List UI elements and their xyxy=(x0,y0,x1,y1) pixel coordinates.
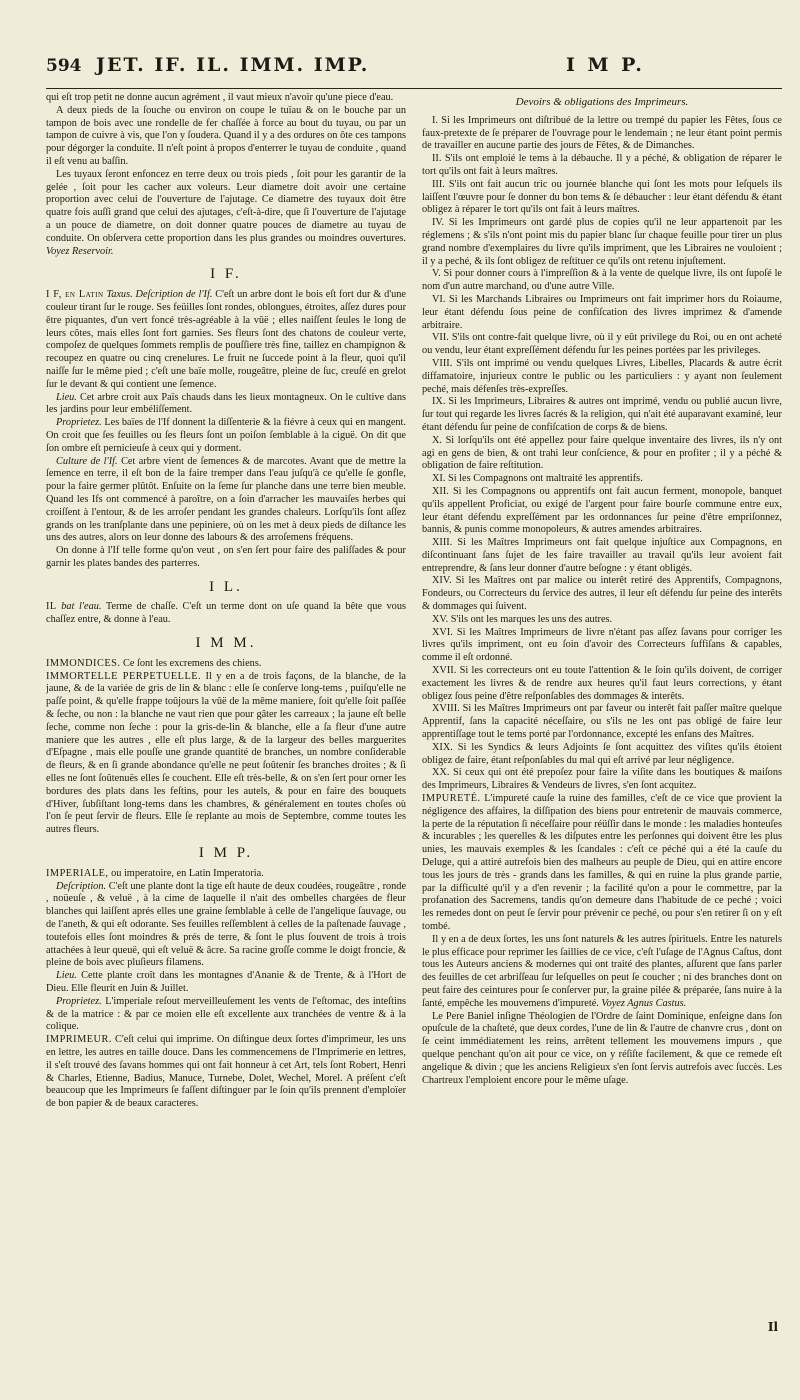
article: XII. Si les Compagnons ou apprentifs ont fait aucun ferment, monopole, banquet qu'ils appellent Proficiat, ou exigé de l'argent pour faire bourſe commune entre eux, leur étant défendu expreſſément par les ordonnances ſur peine d'être empriſonnez, bannis, & punis comme monopoleurs, & autres amendes arbitraires. xyxy=(422,485,782,536)
entry-text: Cet arbre croit aux Païs chauds dans les lieux montagneux. On le cultive dans les jardins pour leur embéliſſement. xyxy=(46,391,406,416)
entry-text: Ce ſont les excremens des chiens. xyxy=(123,657,262,669)
subhead-label: Deſcription de l'If. xyxy=(135,289,213,301)
entry-text: Cette plante croît dans les montagnes d'Ananie & de Trente, & à l'Hort de Dieu. Elle fleurit en Juin & Juillet. xyxy=(46,970,406,994)
entry-text: C'eſt une plante dont la tige eſt haute de deux coudées, rougeâtre , ronde , noüeuſe , & veluë , à la cime de laquelle il n'ait des ombelles chargées de fleur blanches qui laiſſent aprés elles une graine ſemblable à celle de l'angelique ſauvage, ou de l'aneth, & qui eſt odorante. Ses feuilles reſſemblent à celles de la paſtenade ſauvage , toutefois elles ſont moindres & prés de terre, & ſont le plus ſouvent de trois à trois attachées à leur queuë, qui eſt veluë & âcre. Sa racine groſſe comme le doigt froncie, & pleine de bois avec pluſieurs filamens. xyxy=(46,880,406,969)
paragraph xyxy=(422,934,782,1011)
article: VI. Si les Marchands Libraires ou Imprimeurs ont fait imprimer hors du Roiaume, leur étant défendu ſous peine de confiſcation des livres imprimez & d'amende arbitraire. xyxy=(422,293,782,331)
catchword: Il xyxy=(767,1320,778,1334)
subhead-label: Proprietez. xyxy=(56,995,102,1007)
headword: IMPERIALE, xyxy=(46,867,109,879)
page-header xyxy=(46,52,782,82)
article: XVI. Si les Maîtres Imprimeurs de livre n'étant pas aſſez ſavans pour corriger les livres qu'ils impriment, ont eu ſoin d'avoir des Correcteurs ſuffiſans & capables, comme il eſt ordonné. xyxy=(422,626,782,664)
headword: IL xyxy=(46,601,57,613)
entry-text: C'eſt celui qui imprime. On diſtingue deux ſortes d'imprimeur, les uns en lettre, les autres en taille douce. Dans les commencemens de l'Imprimerie en lettres, il s'eſt trouvé des ſavans hommes qui ont fait honneur à cet Art, tels ſont Robert, Henri & Charles, Etienne, Badius, Manuce, Turnebe, Dolet, Wechel, Morel. A préſent c'eſt beaucoup que les Imprimeurs ſe faſſent diſtinguer par le ſoin qu'ils prennent d'emploïer de bon papier & de beaux caracteres. xyxy=(46,1034,406,1110)
running-head-right: I M P. xyxy=(566,54,645,76)
entry-text: Cet arbre vient de ſemences & de marcotes. Avant que de mettre la ſemence en terre, il eſt bon de la faire tremper dans l'eau juſqu'à ce qu'elle ſe gonfle, pour la faire germer plûtôt. Enſuite on la ſeme ſur planche dans une terre bien meuble. Quand les Ifs ont commencé à paroître, on a ſoin d'arracher les mauvaiſes herbes qui croiſſent à l'entour, & de les arroſer pendant les grandes chaleurs. Lorſqu'ils ſont aſſez grands on les tranſplante dans une pepiniere, où on les met à deux pieds de diſtance les uns des autres, alors on leur donne des labours & des arroſemens fréquens. xyxy=(46,455,406,544)
two-column-body xyxy=(46,92,782,1111)
paragraph: On donne à l'If telle forme qu'on veut , on s'en ſert pour faire des paliſſades & pour garnir les plates bandes des parterres. xyxy=(46,545,406,569)
paragraph xyxy=(46,417,406,455)
section-title: Devoirs & obligations des Imprimeurs. xyxy=(515,96,689,108)
paragraph: A deux pieds de la ſouche ou environ on coupe le tuïau & on le bouche par un tampon de bois avec une rondelle de fer chaſſée à force au bout du tuyau, ou par un tampon de cuivre à vis, que l'on y ſoudera. Quand il y a des ordures on ôte ces tampons pour dégorger la conduite. Il n'eſt point à propos d'enterrer le tuyau de conduite , quand il eſt venu au baſſin. xyxy=(46,104,406,167)
section-heading-if: I F. xyxy=(210,266,242,283)
paragraph: qui eſt trop petit ne donne aucun agrément , il vaut mieux n'avoir qu'une piece d'eau. xyxy=(46,92,394,103)
right-column xyxy=(422,92,782,1111)
paragraph-text: Il y en a de deux ſortes, les uns ſont naturels & les autres ſpirituels. Entre les naturels le plus efficace pour reprimer les ſaillies de ce vice, c'eſt l'uſage de l'Agnus Caſtus, dont tous les Auteurs anciens & modernes qui ont traité des plantes, aſſurent que ſans parler des feuilles de cet arbriſſeau ſur leſquelles on peut ſe coucher ; ni des branches dont on peut faire des ceintures pour ſe conſerver pur, la graine pilée & préparée, ſans nuire à la ſanté, empêche les mouvemens d'impureté. xyxy=(422,933,782,1009)
subhead-label: Deſcription. xyxy=(56,880,107,892)
article: X. Si lorſqu'ils ont été appellez pour faire quelque inventaire des livres, ils n'y ont agi en gens de bien, & ont trahi leur conſcience, & pour en profiter ; il y a péché & obligation de faire reſtitution. xyxy=(422,434,782,472)
subhead-label: Culture de l'If. xyxy=(56,455,118,467)
entry-text: C'eſt un arbre dont le bois eſt fort dur & d'une couleur tirant ſur le rouge. Ses feüilles ſont rondes, oblongues, étroites, aſſez dures pour être piquantes, d'un vert foncé très-agréable à la vûë ; elles naiſſent ſeules le long de leurs côtes, mais elles ſont fort garnies. Ses fleurs ſont des chatons de couleur verte, compoſez de quelques ſommets remplis de pouſſiere très fine, taillez en champignon & recoupez en quatre ou cinq crenelures. Le fruit ne ſuccede point à la fleur, quoi qu'il naiſſe ſur le même pied ; c'eſt une baïe molle, rougeâtre, pleine de ſuc, creuſé en grelot ſur le devant & qui contient une ſemence. xyxy=(46,289,406,390)
article: V. Si pour donner cours à l'impreſſion & à la vente de quelque livre, ils ont ſupoſé le nom d'un autre marchand, ou d'une autre Ville. xyxy=(422,268,782,293)
article: VII. S'ils ont contre-fait quelque livre, où il y eût privilege du Roi, ou en ont acheté ou vendu, leur étant expreſſément défendu ſur les peines portées par les privileges. xyxy=(422,332,782,357)
subhead-label: Lieu. xyxy=(56,970,77,982)
paragraph xyxy=(46,169,406,259)
article: VIII. S'ils ont imprimé ou vendu quelques Livres, Libelles, Placards & autre écrit diffamatoire, injurieux contre le public ou les particuliers : y ayant non ſeulement peché, mais défenſes très-expreſſes. xyxy=(422,357,782,395)
headword-phrase: bat l'eau. xyxy=(61,601,102,613)
entry-text: ou imperatoire, en Latin Imperatoria. xyxy=(111,867,264,879)
headword: IMPRIMEUR. xyxy=(46,1034,112,1046)
article: XVIII. Si les Maîtres Imprimeurs ont par faveur ou interêt fait paſſer maître quelque Apprentif, ſans la capacité néceſſaire, ou s'ils ne les ont pas obligé de faire leur apprentiſſage tout le tems porté par l'ordonnance, excepté les enfans des Maîtres. xyxy=(422,703,782,741)
entry-text: Il y en a de trois façons, de la blanche, de la jaune, & de la variée de gris de lin & blanc : elle ſe conſerve long-tems , puiſqu'elle ne paſſe point, & qu'elle frappe toûjours la vûë de la même maniere, ſoit qu'elle ſoit paſſée & ſeche, ou non : la blanche ne vaut rien que pour gâter les carreaux ; la jaune eſt belle ſeche, comme non ſeche : pour la gris-de-lin & blanche, elle a ſa fleur d'une autre maniere que les autres , elle eſt plus large, & de la largeur des belles marguerites d'Eſpagne , mais elle pouſſe une grande quantité de branches, un nombre conſiderable de fleurs, & en ſi grande abondance qu'elle ne peut ſoûtenir ſes branches droites ; & ſi elles ne ſont ſoûtenuës elles ſe couchent. Elle eſt très-belle, & on s'en ſert pour orner les bordures des plats dans les feſtins, pour les autels, & pour en faire des bouquets d'Hiver, ſubſiſtant long-tems dans les chambres, & généralement en toutes choſes où l'on ſe peut ſervir de fleurs. Elle ſe replante au mois de Septembre, comme toutes les autres fleurs. xyxy=(46,670,406,836)
article: IV. Si les Imprimeurs ont gardé plus de copies qu'il ne leur appartenoit par les réglemens ; & s'ils n'ont point mis du papier blanc ſur chaque feuille pour tirer un plus grand nombre d'exemplaires du livre qu'ils impriment, que les Libraires ne vouloient ; il y a peché, & ils ſont obligez de reſtituer ce qu'ils ont retenu injuſtement. xyxy=(422,217,782,267)
article: XVII. Si les correcteurs ont eu toute l'attention & le ſoin qu'ils doivent, de corriger exactement les livres & de rendre aux heures qu'il faut leurs corrections, y étant obligez ſous peine d'être reſponſables des dommages & interêts. xyxy=(422,665,782,702)
header-rule xyxy=(46,88,782,89)
paragraph: Le Pere Baniel inſigne Théologien de l'Ordre de ſaint Dominique, enſeigne dans ſon opuſcule de la chaſteté, que deux cordes, l'une de lin & l'autre de chanvre crus , dont on ſe ceint immédiatement les reins, arrêtent tellement les mouvemens impurs , que quelque penchant qu'on ait pour ce vice, on y réſiſte facilement, & que ce remede eſt angelique & divin ; que les anciens Religieux s'en ſont ſervis autrefois avec ſuccès. Les Chartreux l'emploient encore pour le même uſage. xyxy=(422,1010,782,1086)
article: II. S'ils ont emploié le tems à la débauche. Il y a péché, & obligation de réparer le tort qu'ils ont fait à leurs maîtres. xyxy=(422,153,782,177)
entry-impurete xyxy=(422,793,782,934)
article: XIV. Si les Maîtres ont par malice ou interêt retiré des Apprentifs, Compagnons, Fondeurs, ou Correcteurs du ſervice des autres, il leur eſt défendu ſur peine des interêts & dommages qui ſuivent. xyxy=(422,575,782,613)
section-heading-il: I L. xyxy=(209,578,243,595)
entry-il xyxy=(46,601,406,627)
article: XIX. Si les Syndics & leurs Adjoints ſe ſont acquittez des viſites qu'ils étoient obligez de faire, étant reſponſables du mal qui eſt arrivé par leur négligence. xyxy=(422,741,782,766)
paragraph xyxy=(46,881,406,971)
paragraph-text: Les tuyaux ſeront enfoncez en terre deux ou trois pieds , ſoit pour les garantir de la gelée , ſoit pour les cacher aux voleurs. Leur diametre doit avoir une certaine proportion avec celui de l'ouverture de l'ajutage. Ce diametre des tuyaux doit être quatre fois auſſi grand que celui des ajutages, c'eſt-à-dire, que ſi l'ouverture de l'ajutage a un pouce de diametre, on doit donner quatre pouces de diametre au tuyau de conduite. On obſervera cette proportion dans les plus grandes ou moindres ouvertures. xyxy=(46,168,406,244)
entry-imperiale xyxy=(46,868,406,881)
entry-if xyxy=(46,289,406,391)
section-heading-imp: I M P. xyxy=(198,845,254,862)
article: I. Si les Imprimeurs ont diſtribué de la lettre ou trempé du papier les Fêtes, ſous ce faux-pretexte de ſe préparer de l'ouvrage pour le lendemain ; ne leur étant point permis de travailler en aucune partie des jours de Fêtes, & de Dimanches. xyxy=(422,114,782,152)
headword: IMMONDICES. xyxy=(46,657,121,669)
entry-immortelle xyxy=(46,671,406,837)
article: III. S'ils ont fait aucun tric ou journée blanche qui ſont les mots pour leſquels ils laiſſent l'œuvre pour ſe donner du bon tems & ſe débaucher : leur étant défendu & étant obligez à réparer le tort qu'ils ont fait à leurs maîtres. xyxy=(422,178,782,216)
cross-reference: Voyez Reservoir. xyxy=(46,245,114,257)
headword: IMMORTELLE PERPETUELLE. xyxy=(46,670,202,682)
article: XI. Si les Compagnons ont maltraité les apprentifs. xyxy=(432,473,643,485)
entry-imprimeur xyxy=(46,1034,406,1111)
entry-text: Terme de chaſſe. C'eſt un terme dont on uſe quand la bête que vous chaſſez entre, & donne à l'eau. xyxy=(46,601,406,626)
section-heading-imm: I M M. xyxy=(195,635,257,652)
entry-immondices xyxy=(46,658,406,671)
running-head-left: JET. IF. IL. IMM. IMP. xyxy=(96,54,370,76)
headword: I F, en Latin xyxy=(46,289,104,301)
paragraph xyxy=(46,970,406,996)
subhead-label: Proprietez. xyxy=(56,417,102,429)
paragraph xyxy=(46,456,406,546)
cross-reference: Voyez Agnus Castus. xyxy=(601,997,687,1009)
subhead-label: Lieu. xyxy=(56,391,77,403)
page-number: 594 xyxy=(46,56,82,76)
article: XX. Si ceux qui ont été prepoſez pour faire la viſite dans les boutiques & maiſons des Imprimeurs, Libraires & Vendeurs de livres, s'en ſont acquitez. xyxy=(422,767,782,792)
article: XIII. Si les Maîtres Imprimeurs ont fait quelque injuſtice aux Compagnons, en diſcontinuant ſans ſujet de les faire travailler au travail qu'ils leur avoient fait entreprendre, & ſans leur donner d'autre beſogne : y étant obligés. xyxy=(422,537,782,574)
article: XV. S'ils ont les marques les uns des autres. xyxy=(432,613,613,625)
paragraph xyxy=(46,392,406,418)
article: IX. Si les Imprimeurs, Libraires & autres ont imprimé, vendu ou publié aucun livre, ſur tout qui regarde les livres ſacrés & la religion, qui n'ait été auparavant examiné, leur étant défendu ſur peine de confiſcation de corps & de biens. xyxy=(422,396,782,433)
entry-text: Les baïes de l'If donnent la diſſenterie & la fiévre à ceux qui en mangent. On croit que ſes feuilles ou ſes fleurs ſont un poiſon ſemblable à la ciguë. On dit que ſon ombre eſt pernicieuſe à ceux qui y dorment. xyxy=(46,417,406,454)
entry-text: L'imperiale reſout merveilleuſement les vents de l'eſtomac, des inteſtins & de la matrice : & par ce moien elle eſt excellente aux tranchées de ventre & à la colique. xyxy=(46,995,406,1033)
headword: IMPURETÉ. xyxy=(422,793,481,805)
left-column xyxy=(46,92,406,1111)
paragraph xyxy=(46,996,406,1034)
latin-name: Taxus. xyxy=(106,289,133,301)
entry-text: L'impureté cauſe la ruine des familles, c'eſt de ce vice que provient la négligence des affaires, la diſſipation des biens pour entretenir de mauvais commerce, la perte de la réputation ſi néceſſaire pour réüſſir dans le monde : les maladies honteuſes & incurables ; les querelles & les diſputes entre les perſonnes qui doivent être les plus unies, les mauvais exemples & les ſcandales : c'eſt ce péché qui a été la cauſe du Deluge, qui a attiré autrefois bien des malheurs au peuple de Dieu, qui en attire encore tous les jours de très - grands dans les familles, & qui en ruine la plus grande partie, par la difficulté qu'il y a d'en revenir ; la facilité qu'on a pour le commettre, par la profanation des Sacremens, tandis qu'on demeure dans l'habitude de ce peché ; voici les remedes dont on peut ſe ſervir pour prévenir ce peché, ou pour s'en retirer ſi on y eſt tombé. xyxy=(422,793,782,932)
